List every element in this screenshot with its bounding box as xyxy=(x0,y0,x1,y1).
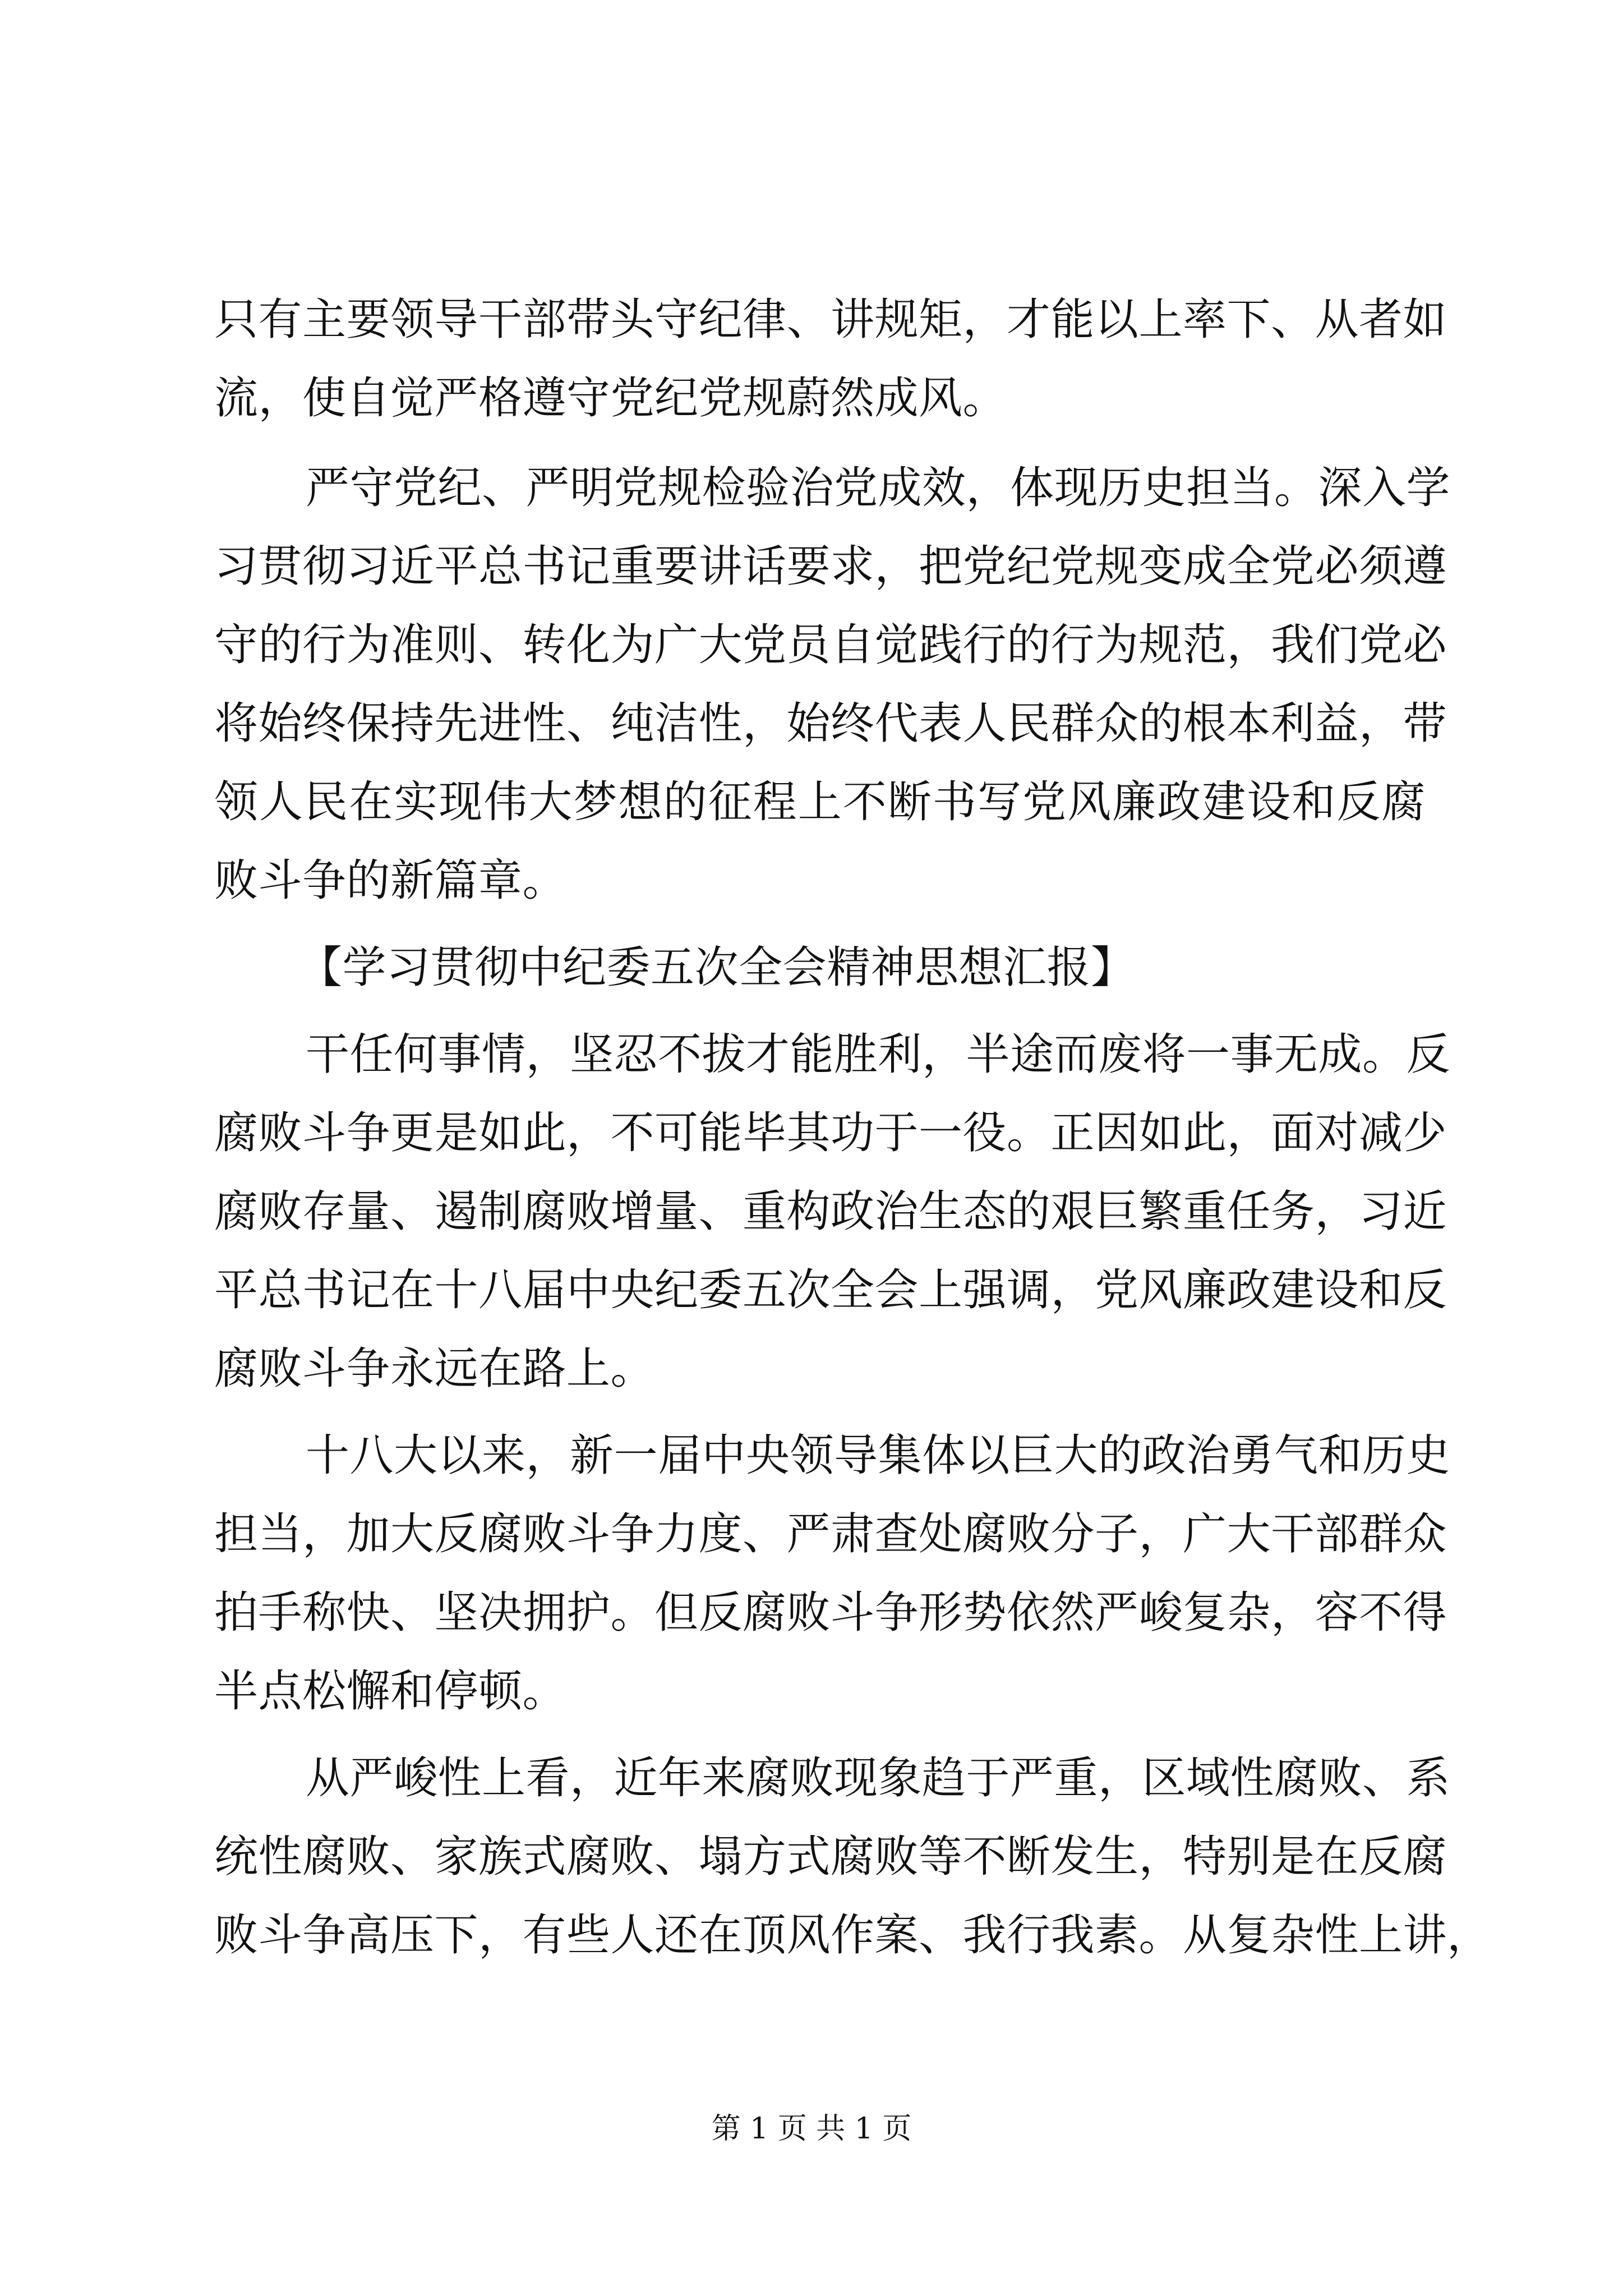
text-line: 将始终保持先进性、纯洁性，始终代表人民群众的根本利益，带 xyxy=(214,698,1447,749)
text-line: 干任何事情，坚忍不拔才能胜利，半途而废将一事无成。反 xyxy=(306,1029,1451,1080)
page-footer xyxy=(0,2106,1623,2151)
section-heading: 【学习贯彻中纪委五次全会精神思想汇报】 xyxy=(298,942,1135,993)
text-line: 平总书记在十八届中央纪委五次全会上强调，党风廉政建设和反 xyxy=(214,1265,1447,1315)
text-line: 腐败存量、遏制腐败增量、重构政治生态的艰巨繁重任务，习近 xyxy=(214,1186,1447,1237)
page-number: 第 1 页 共 1 页 xyxy=(711,2112,912,2146)
text-line: 守的行为准则、转化为广大党员自觉践行的行为规范，我们党必 xyxy=(214,620,1447,670)
text-line: 统性腐败、家族式腐败、塌方式腐败等不断发生，特别是在反腐 xyxy=(214,1832,1447,1882)
text-line: 十八大以来，新一届中央领导集体以巨大的政治勇气和历史 xyxy=(306,1430,1451,1481)
text-line: 严守党纪、严明党规检验治党成效，体现历史担当。深入学 xyxy=(306,463,1451,513)
text-line: 腐败斗争更是如此，不可能毕其功于一役。正因如此，面对减少 xyxy=(214,1108,1447,1158)
text-line: 半点松懈和停顿。 xyxy=(214,1666,567,1717)
text-line: 只有主要领导干部带头守纪律、讲规矩，才能以上率下、从者如 xyxy=(214,295,1447,345)
spacer xyxy=(214,2034,1426,2068)
text-line: 担当，加大反腐败斗争力度、严肃查处腐败分子，广大干部群众 xyxy=(214,1509,1447,1559)
text-line: 从严峻性上看，近年来腐败现象趋于严重，区域性腐败、系 xyxy=(306,1753,1451,1803)
text-line: 习贯彻习近平总书记重要讲话要求，把党纪党规变成全党必须遵 xyxy=(214,541,1447,592)
text-line: 败斗争高压下，有些人还在顶风作案、我行我素。从复杂性上讲， xyxy=(214,1910,1491,1961)
text-line: 败斗争的新篇章。 xyxy=(214,855,567,906)
text-line: 领人民在实现伟大梦想的征程上不断书写党风廉政建设和反腐 xyxy=(214,777,1426,827)
text-line: 腐败斗争永远在路上。 xyxy=(214,1343,655,1394)
text-line: 拍手称快、坚决拥护。但反腐败斗争形势依然严峻复杂，容不得 xyxy=(214,1588,1447,1638)
text-line: 流，使自觉严格遵守党纪党规蔚然成风。 xyxy=(214,373,1007,424)
